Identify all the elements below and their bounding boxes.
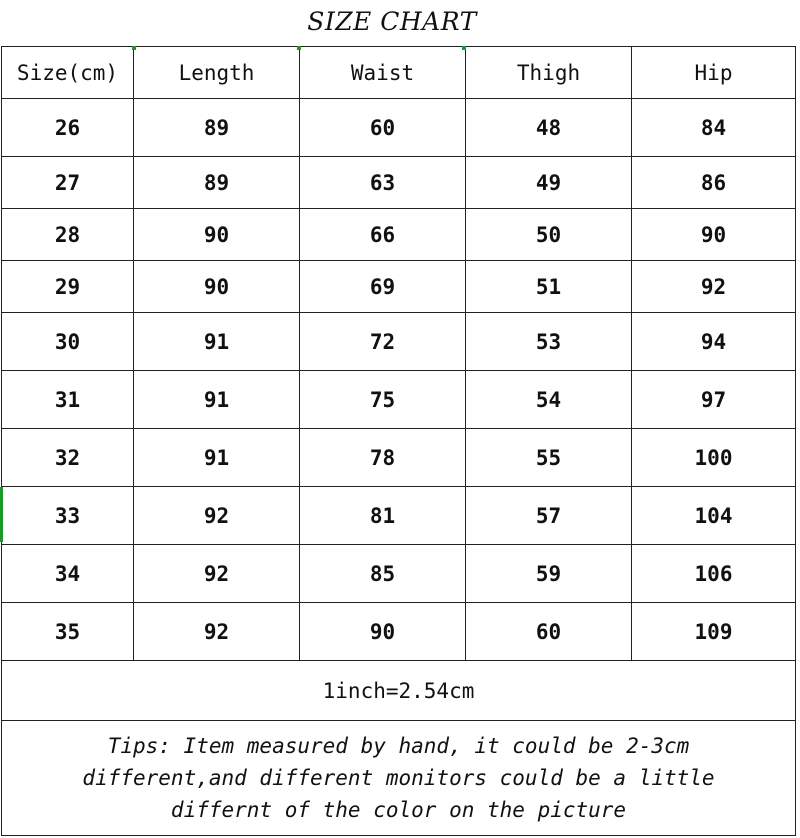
hip-cell: 109 (631, 603, 795, 660)
size-table (1, 46, 796, 836)
tips-line: differnt of the color on the picture (170, 798, 627, 822)
size-cell: 34 (54, 561, 81, 586)
waist-cell: 72 (299, 313, 465, 370)
size-cell: 33 (54, 503, 81, 528)
length-cell: 91 (133, 313, 299, 370)
length-cell: 89 (133, 157, 299, 208)
header-length: Length (133, 47, 299, 98)
waist-cell: 90 (299, 603, 465, 660)
green-corner-mark (132, 46, 136, 50)
hip-cell: 106 (631, 545, 795, 602)
table-row (2, 313, 795, 371)
length-cell: 89 (133, 99, 299, 156)
thigh-cell: 60 (465, 603, 631, 660)
length-cell: 92 (133, 487, 299, 544)
hip-cell: 97 (631, 371, 795, 428)
thigh-cell: 50 (465, 209, 631, 260)
hip-cell: 94 (631, 313, 795, 370)
thigh-cell: 55 (465, 429, 631, 486)
hip-cell: 100 (631, 429, 795, 486)
table-row (2, 157, 795, 209)
table-row (2, 545, 795, 603)
waist-cell: 60 (299, 99, 465, 156)
tips-note (66, 730, 730, 826)
thigh-cell: 49 (465, 157, 631, 208)
size-cell: 31 (54, 387, 81, 412)
header-hip: Hip (631, 47, 795, 98)
hip-cell: 84 (631, 99, 795, 156)
green-corner-mark (297, 46, 301, 50)
thigh-cell: 57 (465, 487, 631, 544)
size-cell: 26 (54, 115, 81, 140)
length-cell: 91 (133, 429, 299, 486)
green-edge-mark (0, 487, 3, 542)
hip-cell: 104 (631, 487, 795, 544)
table-row (2, 487, 795, 545)
size-cell: 29 (54, 274, 81, 299)
table-row (2, 429, 795, 487)
waist-cell: 81 (299, 487, 465, 544)
table-row (2, 371, 795, 429)
waist-cell: 66 (299, 209, 465, 260)
conversion-row (2, 661, 795, 721)
size-cell: 28 (54, 222, 81, 247)
green-corner-mark (462, 46, 466, 50)
header-waist: Waist (299, 47, 465, 98)
size-cell: 30 (54, 329, 81, 354)
thigh-cell: 53 (465, 313, 631, 370)
hip-cell: 86 (631, 157, 795, 208)
length-cell: 92 (133, 545, 299, 602)
header-size: Size(cm) (16, 60, 119, 85)
header-thigh: Thigh (465, 47, 631, 98)
waist-cell: 63 (299, 157, 465, 208)
hip-cell: 92 (631, 261, 795, 312)
length-cell: 92 (133, 603, 299, 660)
length-cell: 91 (133, 371, 299, 428)
waist-cell: 69 (299, 261, 465, 312)
table-header-row (2, 47, 795, 99)
thigh-cell: 51 (465, 261, 631, 312)
waist-cell: 85 (299, 545, 465, 602)
thigh-cell: 54 (465, 371, 631, 428)
table-row (2, 603, 795, 661)
table-row (2, 99, 795, 157)
page-title: SIZE CHART (307, 7, 477, 36)
table-row (2, 261, 795, 313)
hip-cell: 90 (631, 209, 795, 260)
conversion-note: 1inch=2.54cm (322, 678, 475, 703)
tips-row (2, 721, 795, 835)
waist-cell: 75 (299, 371, 465, 428)
size-cell: 32 (54, 445, 81, 470)
thigh-cell: 59 (465, 545, 631, 602)
tips-line: Tips: Item measured by hand, it could be 2-3cm (107, 734, 690, 758)
table-row (2, 209, 795, 261)
tips-line: different,and different monitors could be a little (82, 766, 715, 790)
size-cell: 27 (54, 170, 81, 195)
size-cell: 35 (54, 619, 81, 644)
waist-cell: 78 (299, 429, 465, 486)
thigh-cell: 48 (465, 99, 631, 156)
length-cell: 90 (133, 209, 299, 260)
length-cell: 90 (133, 261, 299, 312)
